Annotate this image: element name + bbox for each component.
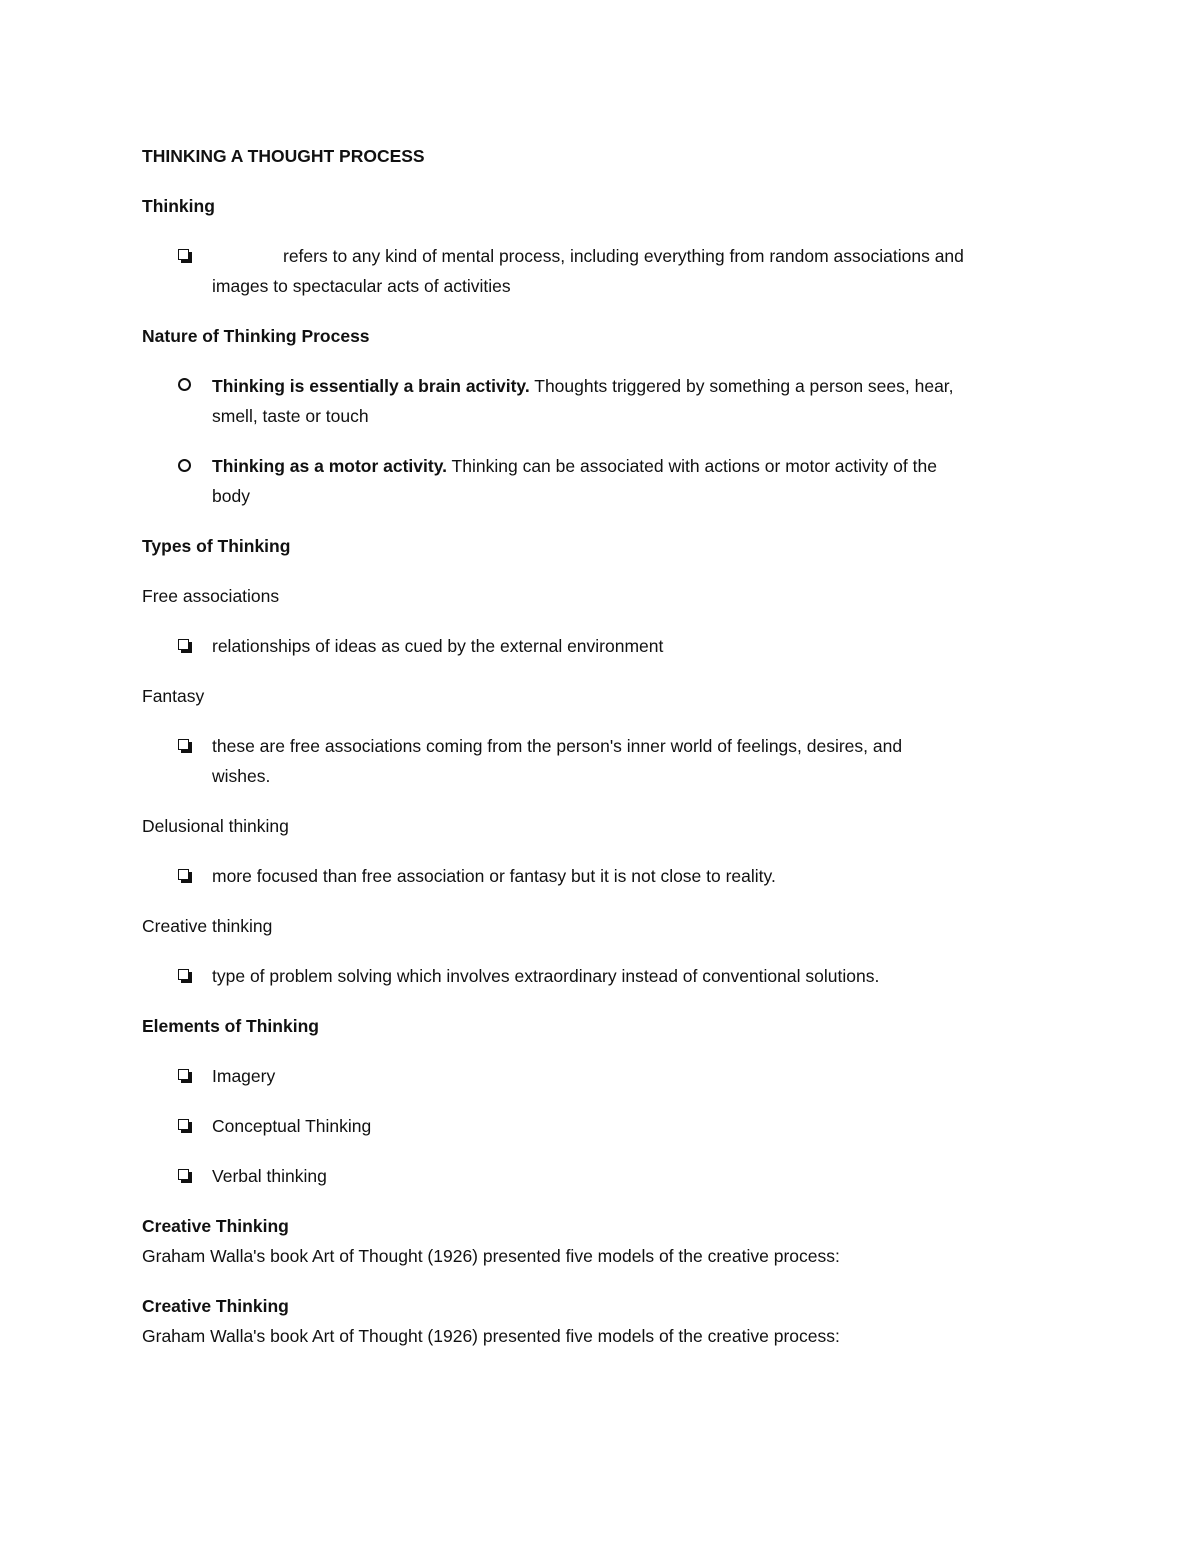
nature-item-1 <box>212 376 954 396</box>
delusional-label: Delusional thinking <box>142 816 289 836</box>
elements-item-verbal: Verbal thinking <box>212 1166 327 1186</box>
free-associations-desc: relationships of ideas as cued by the external environment <box>212 636 664 656</box>
circle-bullet-icon <box>178 378 191 391</box>
fantasy-desc-line2: wishes. <box>212 766 271 786</box>
creative-thinking-heading-2: Creative Thinking <box>142 1296 289 1316</box>
checkbox-bullet-icon <box>178 739 189 750</box>
creative-thinking-heading-1: Creative Thinking <box>142 1216 289 1236</box>
nature-item-2-text: Thinking can be associated with actions or motor activity of the <box>447 456 937 476</box>
creative-label: Creative thinking <box>142 916 273 936</box>
nature-item-2 <box>212 456 937 476</box>
creative-thinking-text-1: Graham Walla's book Art of Thought (1926) presented five models of the creative process: <box>142 1246 840 1266</box>
nature-heading: Nature of Thinking Process <box>142 326 370 346</box>
checkbox-bullet-icon <box>178 1119 189 1130</box>
elements-item-imagery: Imagery <box>212 1066 276 1086</box>
document-title: THINKING A THOUGHT PROCESS <box>142 146 425 166</box>
fantasy-desc-line1: these are free associations coming from the person's inner world of feelings, desires, and <box>212 736 903 756</box>
nature-item-2-bold: Thinking as a motor activity. <box>212 456 448 476</box>
checkbox-bullet-icon <box>178 639 189 650</box>
thinking-heading: Thinking <box>142 196 215 216</box>
creative-thinking-text-2: Graham Walla's book Art of Thought (1926) presented five models of the creative process: <box>142 1326 840 1346</box>
free-associations-label: Free associations <box>142 586 280 606</box>
checkbox-bullet-icon <box>178 1169 189 1180</box>
elements-heading: Elements of Thinking <box>142 1016 319 1036</box>
elements-item-conceptual: Conceptual Thinking <box>212 1116 372 1136</box>
delusional-desc: more focused than free association or fantasy but it is not close to reality. <box>212 866 776 886</box>
checkbox-bullet-icon <box>178 969 189 980</box>
checkbox-bullet-icon <box>178 869 189 880</box>
checkbox-bullet-icon <box>178 249 189 260</box>
nature-item-1-text: Thoughts triggered by something a person sees, hear, <box>529 376 954 396</box>
circle-bullet-icon <box>178 459 191 472</box>
thinking-definition-line2: images to spectacular acts of activities <box>212 276 511 296</box>
nature-item-2-cont: body <box>212 486 250 506</box>
creative-desc: type of problem solving which involves extraordinary instead of conventional solutions. <box>212 966 880 986</box>
thinking-definition-line1: refers to any kind of mental process, including everything from random associations and <box>283 246 964 266</box>
checkbox-bullet-icon <box>178 1069 189 1080</box>
nature-item-1-bold: Thinking is essentially a brain activity. <box>212 376 530 396</box>
fantasy-label: Fantasy <box>142 686 205 706</box>
nature-item-1-cont: smell, taste or touch <box>212 406 369 426</box>
types-heading: Types of Thinking <box>142 536 291 556</box>
